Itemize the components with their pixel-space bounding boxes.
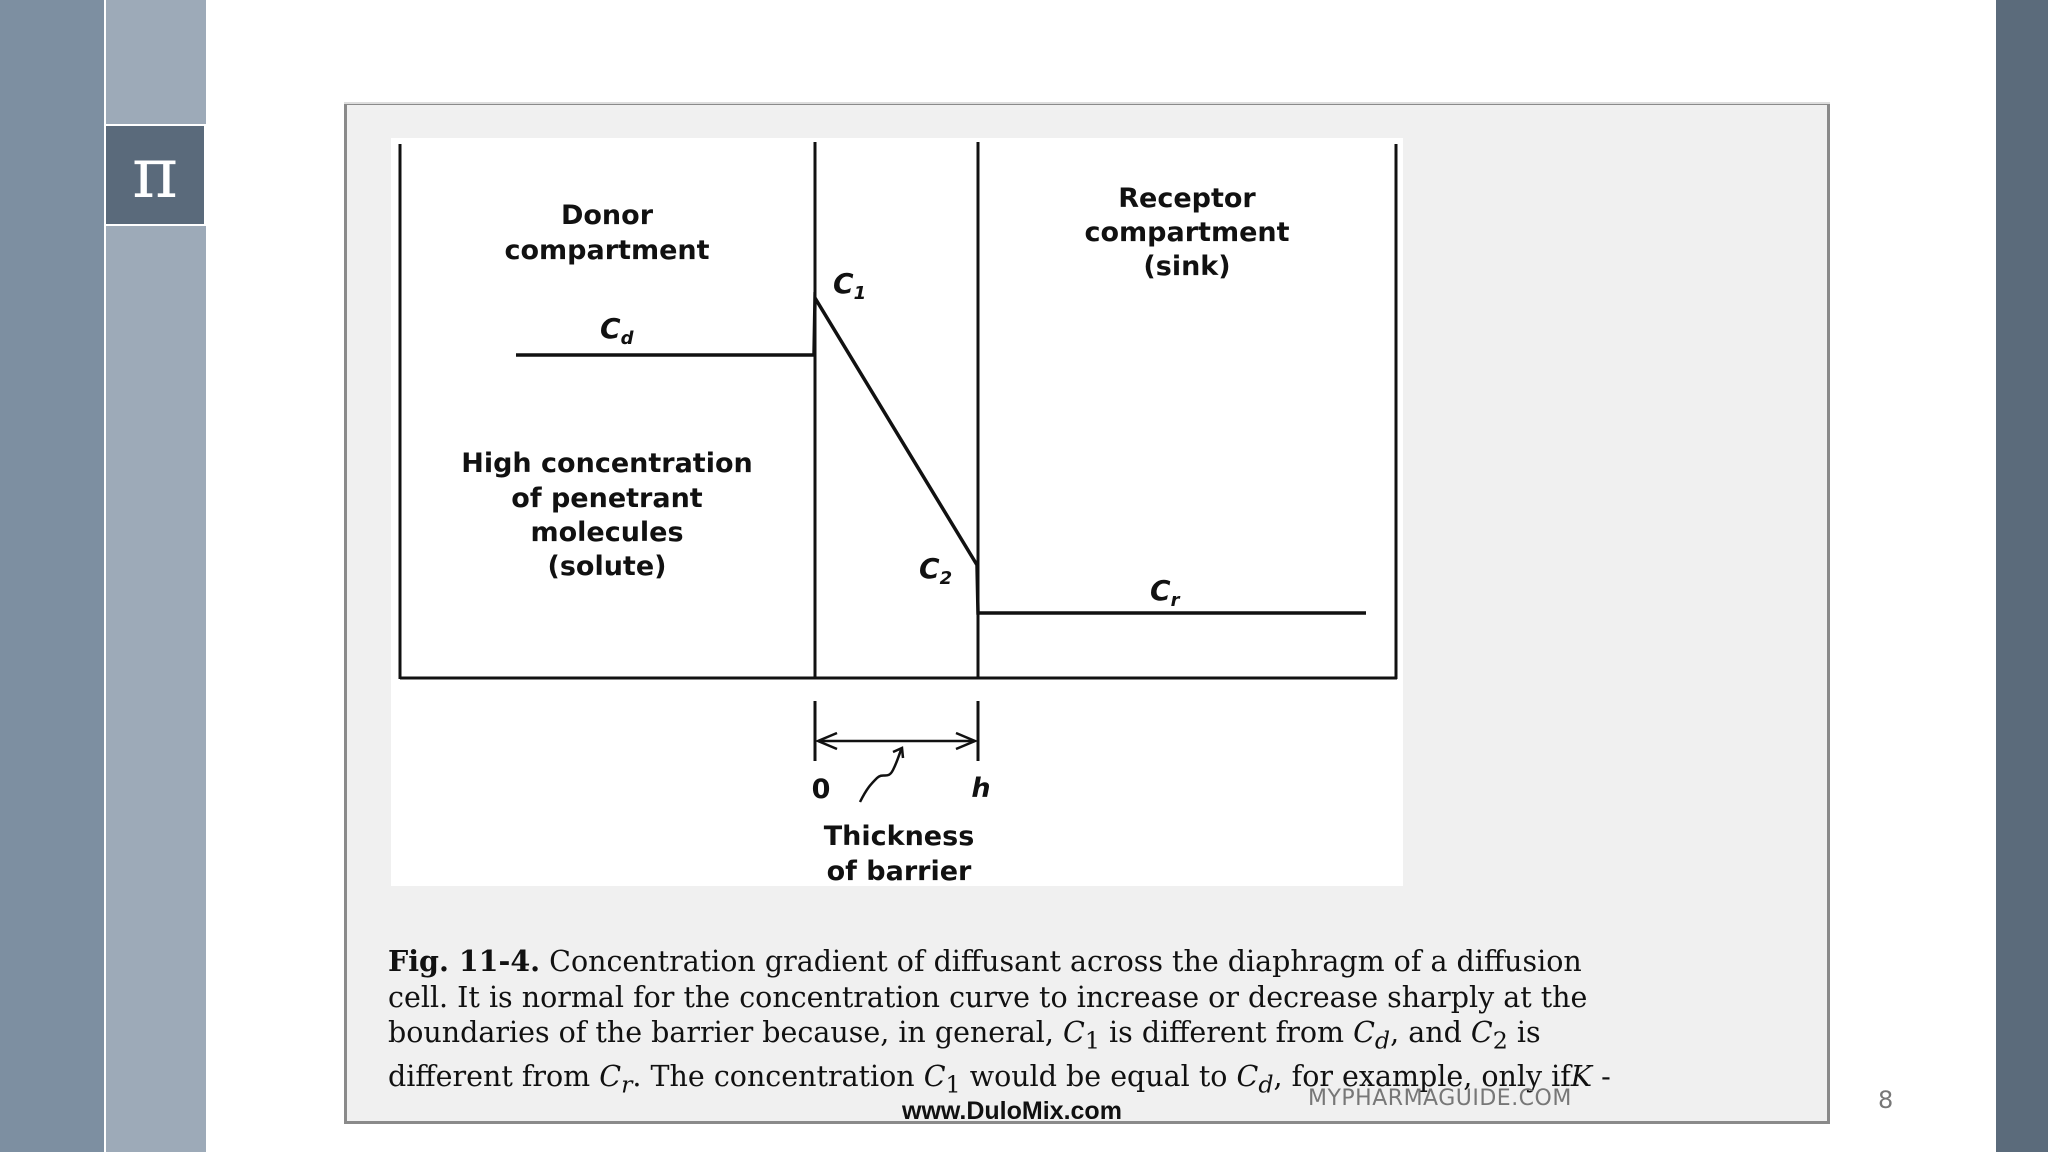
c1-symbol <box>833 267 866 304</box>
caption-fig-label: Fig. 11-4. <box>388 944 541 978</box>
cd-main: C <box>600 312 621 345</box>
receptor-label-line2: compartment <box>1084 217 1290 248</box>
footer-site-watermark: www.DuloMix.com <box>902 1097 1122 1125</box>
pi-symbol: π <box>131 132 178 214</box>
c2-sub: 2 <box>939 568 953 589</box>
footer-brand: MYPHARMAGUIDE.COM <box>1308 1086 1572 1111</box>
receptor-label-line3: (sink) <box>1143 251 1231 282</box>
h-label: h <box>971 773 991 804</box>
caption-line3: boundaries of the barrier because, in general, $C_1$ is different from $C_d$, and $C_2$ is <box>388 1016 1541 1055</box>
high-conc-line1: High concentration <box>461 448 753 479</box>
cr-symbol <box>1150 574 1181 611</box>
origin-label: 0 <box>811 774 831 805</box>
caption-line1 <box>388 944 1798 980</box>
donor-label-line2: compartment <box>504 235 710 266</box>
pi-logo-icon <box>104 124 206 226</box>
receptor-label-line1: Receptor <box>1118 183 1256 214</box>
right-decorative-bar <box>1996 0 2048 1152</box>
high-conc-line4: (solute) <box>547 551 667 582</box>
left-decorative-strip <box>0 0 104 1152</box>
thickness-label-line2: of barrier <box>826 856 972 886</box>
high-conc-line3: molecules <box>530 517 684 548</box>
caption-line4: different from $C_r$. The concentration $C_1$ would be equal to $C_d$, for example, only ifK - <box>388 1060 1611 1099</box>
caption-line1-text: Concentration gradient of diffusant across the diaphragm of a diffusion <box>540 945 1582 978</box>
c1-sub: 1 <box>853 283 867 304</box>
cr-sub: r <box>1170 590 1180 611</box>
caption-line2: cell. It is normal for the concentration curve to increase or decrease sharply at the <box>388 980 1588 1014</box>
diffusion-diagram-svg <box>391 138 1403 886</box>
cd-symbol <box>600 312 635 349</box>
donor-label-line1: Donor <box>560 200 654 231</box>
thickness-pointer-squiggle <box>860 750 901 802</box>
thickness-label-line1: Thickness <box>823 821 975 852</box>
diffusion-diagram <box>391 138 1403 886</box>
cr-main: C <box>1150 574 1171 607</box>
c2-main: C <box>919 552 940 585</box>
cd-sub: d <box>620 328 634 349</box>
high-conc-line2: of penetrant <box>511 483 703 514</box>
figure-caption <box>388 944 1798 1103</box>
c2-symbol <box>919 552 952 589</box>
c1-main: C <box>833 267 854 300</box>
slide-number: 8 <box>1878 1086 1894 1114</box>
